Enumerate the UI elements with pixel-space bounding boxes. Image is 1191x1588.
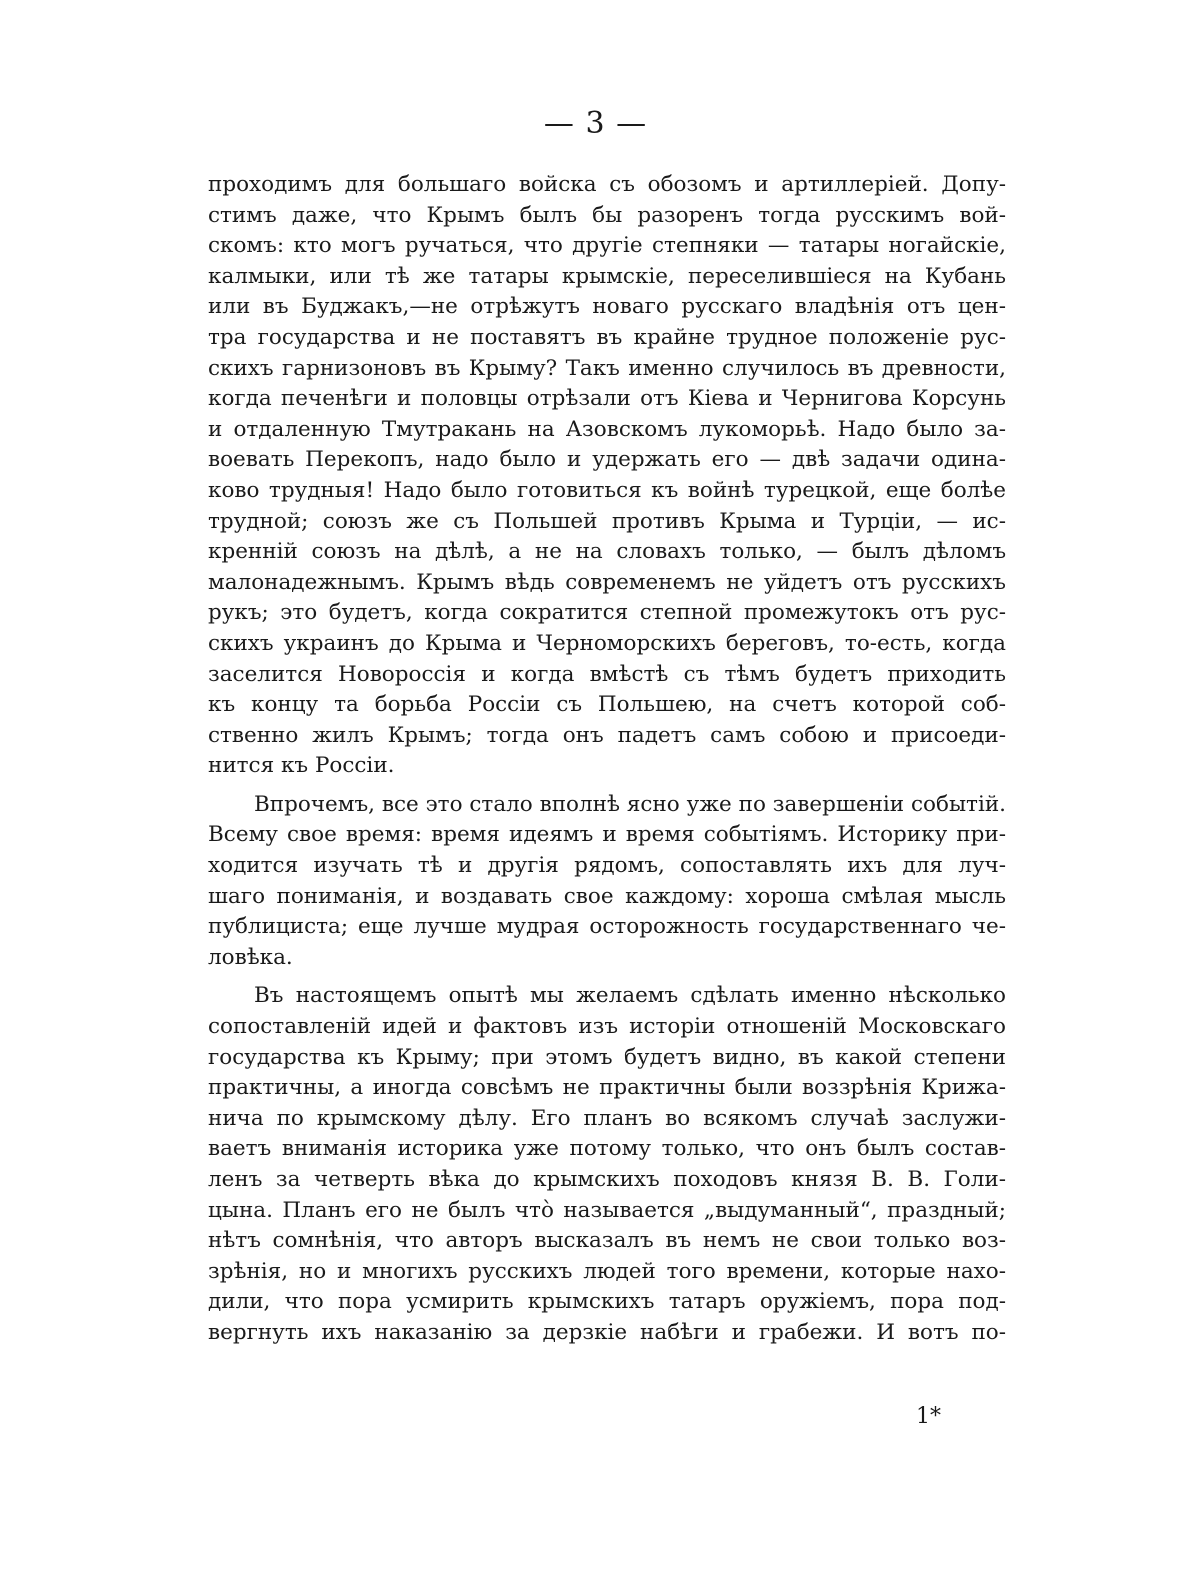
text-line: нѣтъ сомнѣнія, что авторъ высказалъ въ немъ не свои только воз-	[208, 1228, 1006, 1254]
text-line: и отдаленную Тмутракань на Азовскомъ лукоморьѣ. Надо было за-	[208, 416, 1006, 442]
text-line: проходимъ для большаго войска съ обозомъ и артиллеріей. Допу-	[208, 172, 1006, 197]
text-line: государства къ Крыму; при этомъ будетъ видно, въ какой степени	[208, 1044, 1006, 1070]
text-line: ваетъ вниманія историка уже потому только, что онъ былъ состав-	[208, 1136, 1006, 1162]
text-line: заселится Новороссія и когда вмѣстѣ съ тѣмъ будетъ приходить	[208, 661, 1006, 687]
text-line: когда печенѣги и половцы отрѣзали отъ Кіева и Чернигова Корсунь	[208, 386, 1006, 412]
text-line: скихъ гарнизоновъ въ Крыму? Такъ именно случилось въ древности,	[208, 355, 1006, 381]
text-line: Всему свое время: время идеямъ и время событіямъ. Историку при-	[208, 822, 1006, 848]
text-line: скомъ: кто могъ ручаться, что другіе степняки — татары ногайскіе,	[208, 233, 1006, 259]
text-line: вергнуть ихъ наказанію за дерзкіе набѣги и грабежи. И вотъ по-	[208, 1319, 1006, 1345]
printer-signature-mark: 1*	[916, 1404, 941, 1429]
text-line: ловѣка.	[208, 944, 293, 970]
text-line: шаго пониманія, и воздавать свое каждому: хороша смѣлая мысль	[208, 883, 1006, 909]
text-line: зрѣнія, но и многихъ русскихъ людей того времени, которые нахо-	[208, 1258, 1006, 1284]
text-line: цына. Планъ его не былъ что̀ называется „выдуманный“, праздный;	[208, 1197, 1006, 1223]
text-line: воевать Перекопъ, надо было и удержать его — двѣ задачи одина-	[208, 447, 1006, 473]
paragraph	[208, 790, 1006, 974]
text-line: стимъ даже, что Крымъ былъ бы разоренъ тогда русскимъ вой-	[208, 202, 1006, 228]
text-line: рукъ; это будетъ, когда сократится степной промежутокъ отъ рус-	[208, 600, 1006, 626]
paragraph	[208, 981, 1006, 1348]
text-line: къ концу та борьба Россіи съ Польшею, на счетъ которой соб-	[208, 692, 1006, 718]
text-line: сопоставленій идей и фактовъ изъ исторіи отношеній Московскаго	[208, 1014, 1006, 1040]
text-line: дили, что пора усмирить крымскихъ татаръ оружіемъ, пора под-	[208, 1289, 1006, 1315]
text-line: Впрочемъ, все это стало вполнѣ ясно уже по завершеніи событій.	[254, 791, 1006, 817]
body-text	[208, 170, 1006, 1349]
text-line: ходится изучать тѣ и другія рядомъ, сопоставлять ихъ для луч-	[208, 853, 1006, 879]
text-line: практичны, а иногда совсѣмъ не практичны были воззрѣнія Крижа-	[208, 1075, 1006, 1101]
text-line: или въ Буджакъ,—не отрѣжутъ новаго русскаго владѣнія отъ цен-	[208, 294, 1006, 320]
text-line: трудной; союзъ же съ Польшей противъ Крыма и Турціи, — ис-	[208, 508, 1006, 534]
page-number: — 3 —	[543, 106, 648, 141]
text-line: малонадежнымъ. Крымъ вѣдь современемъ не уйдетъ отъ русскихъ	[208, 569, 1006, 595]
text-line: публициста; еще лучше мудрая осторожность государственнаго че-	[208, 914, 1006, 940]
text-line: ково трудныя! Надо было готовиться къ войнѣ турецкой, еще болѣе	[208, 477, 1006, 503]
text-line: Въ настоящемъ опытѣ мы желаемъ сдѣлать именно нѣсколько	[254, 983, 1006, 1009]
text-line: ленъ за четверть вѣка до крымскихъ походовъ князя В. В. Голи-	[208, 1167, 1006, 1192]
text-line: нича по крымскому дѣлу. Его планъ во всякомъ случаѣ заслужи-	[208, 1105, 1006, 1131]
text-line: кренній союзъ на дѣлѣ, а не на словахъ только, — былъ дѣломъ	[208, 539, 1006, 565]
paragraph	[208, 170, 1006, 782]
text-line: нится къ Россіи.	[208, 753, 395, 779]
text-line: тра государства и не поставятъ въ крайне трудное положеніе рус-	[208, 324, 1006, 350]
text-line: ственно жилъ Крымъ; тогда онъ падетъ самъ собою и присоеди-	[208, 722, 1006, 748]
text-line: скихъ украинъ до Крыма и Черноморскихъ береговъ, то-есть, когда	[208, 630, 1006, 656]
text-line: калмыки, или тѣ же татары крымскіе, переселившіеся на Кубань	[208, 263, 1006, 289]
